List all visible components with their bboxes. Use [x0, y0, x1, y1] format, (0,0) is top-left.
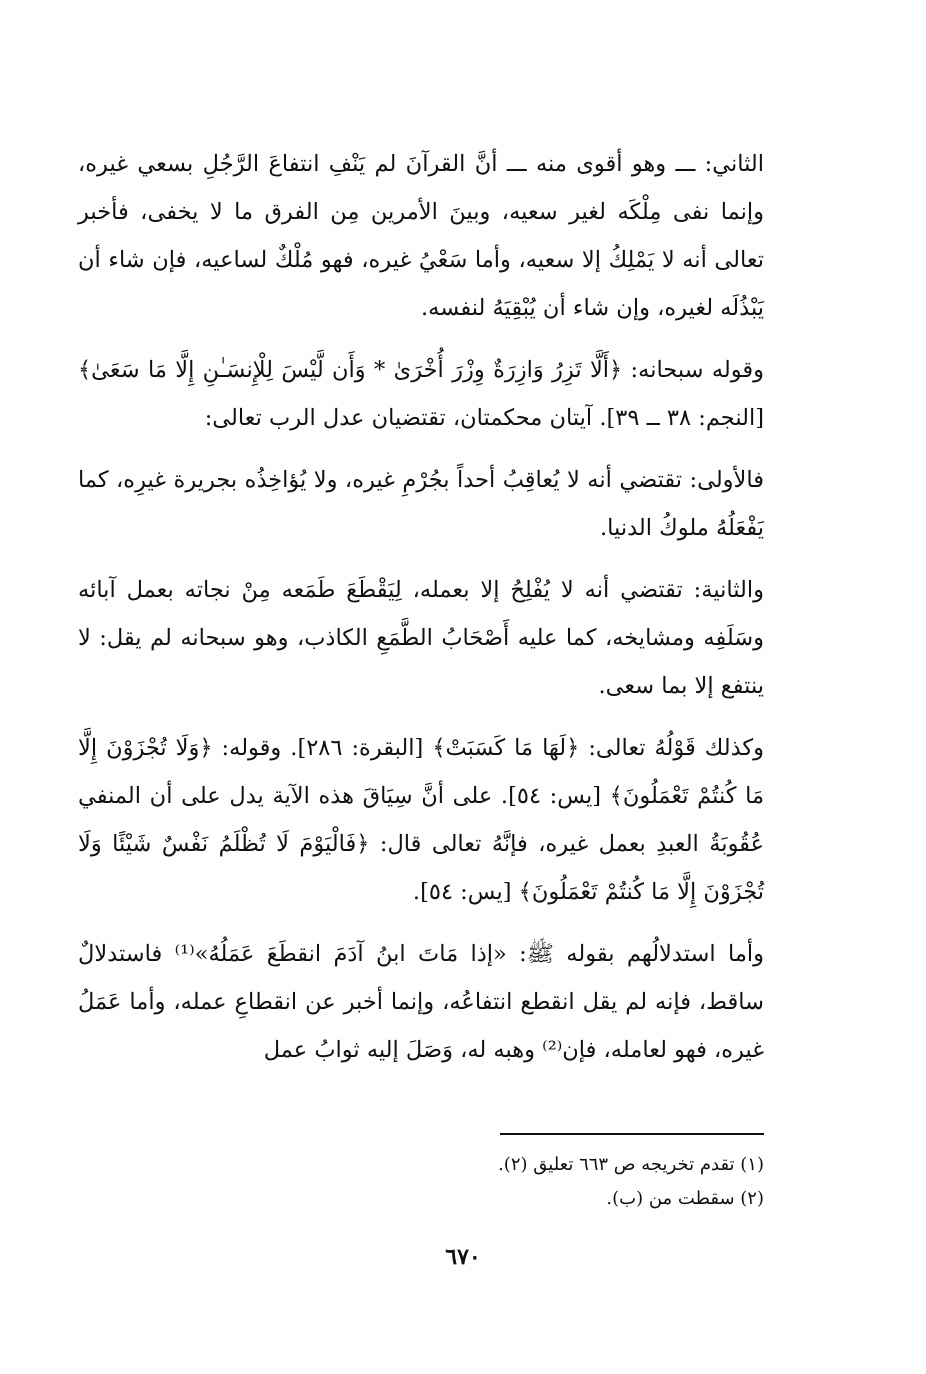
- footnote-2: (٢) سقطت من (ب).: [606, 1188, 764, 1209]
- paragraph-6: وأما استدلالُهم بقوله ﷺ: «إذا مَاتَ ابنُ آدَمَ انقطَعَ عَمَلُهُ»⁽¹⁾ فاستدلالٌ ساقط، فإنه لم يقل انقطع انتفاعُه، وإنما أخبر عن انقطاعِ عمله، وأما عَمَلُ غيره، فهو لعامله، فإن⁽²⁾ وهبه له، وَصَلَ إليه ثوابُ عمل: [78, 941, 764, 1063]
- footnote-divider: [500, 1133, 764, 1135]
- paragraph-3: فالأولى: تقتضي أنه لا يُعاقِبُ أحداً بجُرْمِ غيره، ولا يُؤاخِذُه بجريرة غيرِه، كما يَفْعَلُهُ ملوكُ الدنيا.: [78, 467, 764, 541]
- paragraph-2: وقوله سبحانه: ﴿أَلَّا تَزِرُ وَازِرَةٌ وِزْرَ أُخْرَىٰ * وَأَن لَّيْسَ لِلْإِنسَـٰنِ إِلَّا مَا سَعَىٰ﴾ [النجم: ٣٨ ــ ٣٩]. آيتان محكمتان، تقتضيان عدل الرب تعالى:: [78, 357, 764, 431]
- paragraph-5: وكذلك قَوْلُهُ تعالى: ﴿لَهَا مَا كَسَبَتْ﴾ [البقرة: ٢٨٦]. وقوله: ﴿وَلَا تُجْزَوْنَ إِلَّا مَا كُنتُمْ تَعْمَلُونَ﴾ [يس: ٥٤]. على أنَّ سِيَاقَ هذه الآية يدل على أن المنفي عُقُوبَةُ العبدِ بعمل غيره، فإنَّهُ تعالى قال: ﴿فَالْيَوْمَ لَا تُظْلَمُ نَفْسٌ شَيْئًا وَلَا تُجْزَوْنَ إِلَّا مَا كُنتُمْ تَعْمَلُونَ﴾ [يس: ٥٤].: [78, 735, 765, 905]
- paragraph-1: الثاني: ـــ وهو أقوى منه ـــ أنَّ القرآنَ لم يَنْفِ انتفاعَ الرَّجُلِ بسعي غيره، وإنما نفى مِلْكَه لغير سعيه، وبينَ الأمرين مِن الفرق ما لا يخفى، فأخبر تعالى أنه لا يَمْلِكُ إلا سعيه، وأما سَعْيُ غيره، فهو مُلْكٌ لساعيه، فإن شاء أن يَبْذُلَه لغيره، وإن شاء أن يُبْقِيَهُ لنفسه.: [78, 151, 764, 321]
- page-number: ٦٧٠: [445, 1244, 481, 1270]
- main-text: [78, 140, 764, 1074]
- footnotes: [300, 1148, 764, 1216]
- footnote-1: (١) تقدم تخريجه ص ٦٦٣ تعليق (٢).: [498, 1154, 764, 1175]
- paragraph-4: والثانية: تقتضي أنه لا يُفْلِحُ إلا بعمله، لِيَقْطَعَ طَمَعه مِنْ نجاته بعمل آبائه وسَلَفِه ومشايخه، كما عليه أَصْحَابُ الطَّمَعِ الكاذب، وهو سبحانه لم يقل: لا ينتفع إلا بما سعى.: [78, 577, 764, 699]
